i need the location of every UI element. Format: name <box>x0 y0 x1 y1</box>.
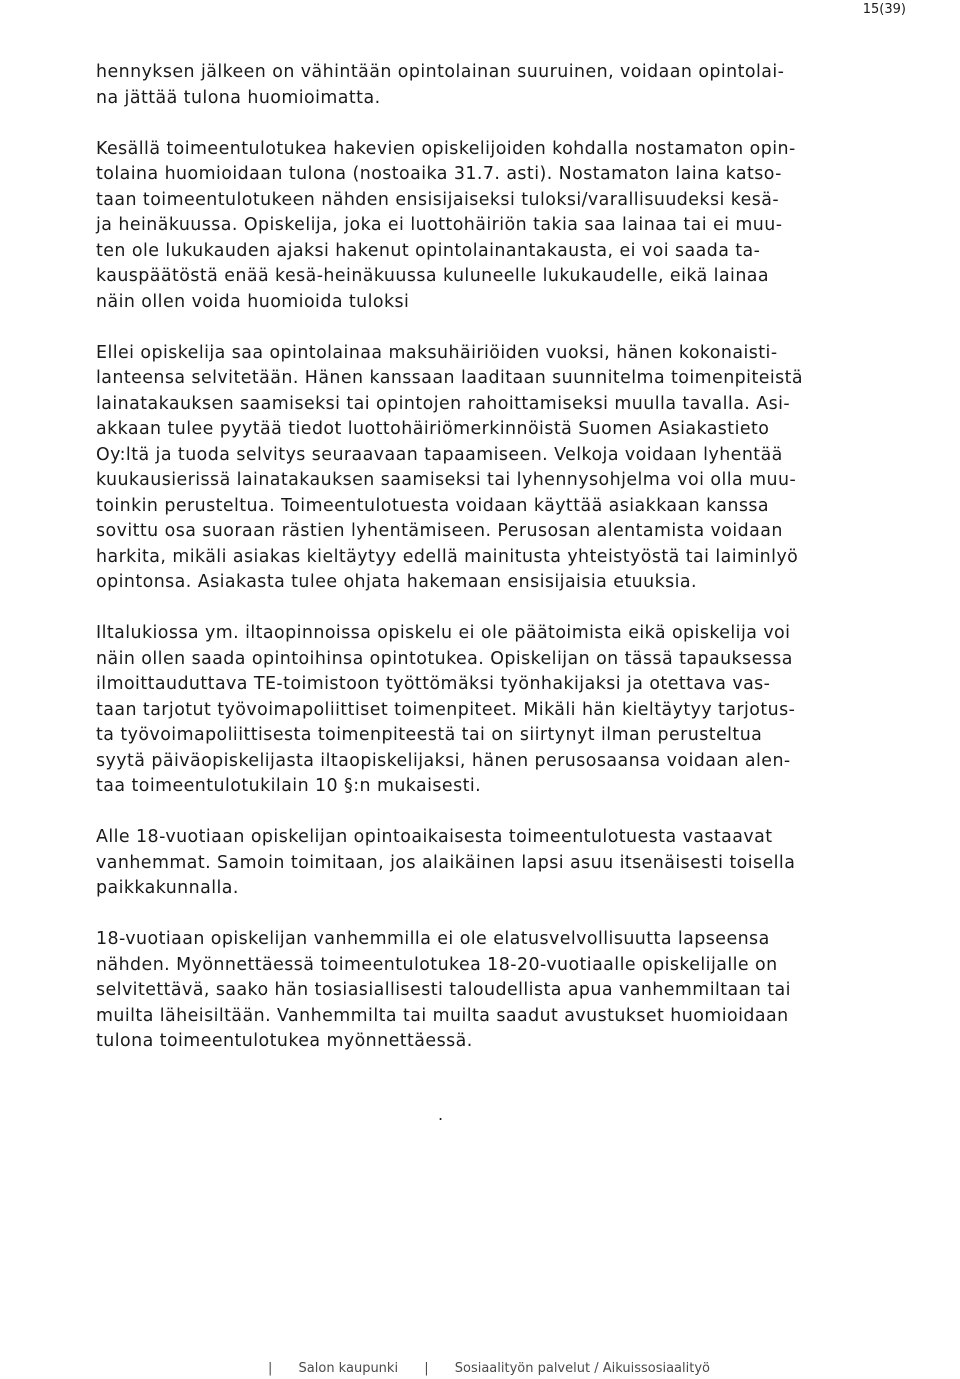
text-line: kauspäätöstä enää kesä-heinäkuussa kuluneelle lukukaudelle, eikä lainaa <box>96 266 770 286</box>
text-line: hennyksen jälkeen on vähintään opintolainan suuruinen, voidaan opintolai- <box>96 62 785 82</box>
text-line: ten ole lukukauden ajaksi hakenut opintolainantakausta, ei voi saada ta- <box>96 240 761 261</box>
footer-separator: | <box>268 1361 273 1376</box>
footer-separator: | <box>424 1361 429 1376</box>
text-line: Iltalukiossa ym. iltaopinnoissa opiskelu ei ole päätoimista eikä opiskelija voi <box>96 623 791 643</box>
text-line: paikkakunnalla. <box>96 878 239 898</box>
text-line: taan toimeentulotukeen nähden ensisijaiseksi tuloksi/varallisuudeksi kesä- <box>96 189 780 210</box>
text-line: toinkin perusteltua. Toimeentulotuesta voidaan käyttää asiakkaan kanssa <box>96 495 769 516</box>
text-line: lainatakauksen saamiseksi tai opintojen rahoittamiseksi muulla tavalla. Asi- <box>96 393 791 414</box>
paragraph-6 <box>96 927 904 1055</box>
paragraph-2 <box>96 137 904 316</box>
text-line: ja heinäkuussa. Opiskelija, joka ei luottohäiriön takia saa lainaa tai ei muu- <box>96 215 783 235</box>
text-line: sovittu osa suoraan rästien lyhentämiseen. Perusosan alentamista voidaan <box>96 521 783 541</box>
text-line: lanteensa selvitetään. Hänen kanssaan laaditaan suunnitelma toimenpiteistä <box>96 368 804 388</box>
text-line: Kesällä toimeentulotukea hakevien opiskelijoiden kohdalla nostamaton opin- <box>96 138 796 159</box>
text-line: syytä päiväopiskelijasta iltaopiskelijaksi, hänen perusosaansa voidaan alen- <box>96 750 791 771</box>
text-line: vanhemmat. Samoin toimitaan, jos alaikäinen lapsi asuu itsenäisesti toisella <box>96 852 796 873</box>
stray-period: . <box>438 1105 444 1124</box>
text-line: ilmoittauduttava TE-toimistoon työttömäksi työnhakijaksi ja otettava vas- <box>96 674 771 694</box>
text-line: kuukausierissä lainatakauksen saamiseksi tai lyhennysohjelma voi olla muu- <box>96 470 797 490</box>
text-line: Oy:ltä ja tuoda selvitys seuraavaan tapaamiseen. Velkoja voidaan lyhentää <box>96 444 783 465</box>
text-line: näin ollen saada opintoihinsa opintotukea. Opiskelijan on tässä tapauksessa <box>96 648 793 669</box>
paragraph-5 <box>96 825 904 902</box>
text-line: selvitettävä, saako hän tosiasiallisesti taloudellista apua vanhemmiltaan tai <box>96 980 791 1000</box>
text-line: harkita, mikäli asiakas kieltäytyy edellä mainitusta yhteistyöstä tai laiminlyö <box>96 546 799 567</box>
paragraph-1 <box>96 60 904 111</box>
footer-organization: Salon kaupunki <box>298 1361 399 1376</box>
text-line: 18-vuotiaan opiskelijan vanhemmilla ei ole elatusvelvollisuutta lapseensa <box>96 929 770 949</box>
text-line: taa toimeentulotukilain 10 §:n mukaisesti. <box>96 776 482 796</box>
page-footer <box>268 1361 710 1376</box>
text-line: Ellei opiskelija saa opintolainaa maksuhäiriöiden vuoksi, hänen kokonaisti- <box>96 342 778 363</box>
text-line: tulona toimeentulotukea myönnettäessä. <box>96 1031 473 1051</box>
text-line: akkaan tulee pyytää tiedot luottohäiriömerkinnöistä Suomen Asiakastieto <box>96 419 770 439</box>
text-line: opintonsa. Asiakasta tulee ohjata hakemaan ensisijaisia etuuksia. <box>96 572 697 592</box>
text-line: muilta läheisiltään. Vanhemmilta tai muilta saadut avustukset huomioidaan <box>96 1005 789 1026</box>
footer-department: Sosiaalityön palvelut / Aikuissosiaalityö <box>454 1361 710 1376</box>
text-line: näin ollen voida huomioida tuloksi <box>96 291 410 312</box>
document-body <box>96 60 904 1080</box>
paragraph-3 <box>96 341 904 596</box>
text-line: taan tarjotut työvoimapoliittiset toimenpiteet. Mikäli hän kieltäytyy tarjotus- <box>96 699 796 720</box>
text-line: Alle 18-vuotiaan opiskelijan opintoaikaisesta toimeentulotuesta vastaavat <box>96 827 773 847</box>
text-line: tolaina huomioidaan tulona (nostoaika 31.7. asti). Nostamaton laina katso- <box>96 164 782 184</box>
text-line: nähden. Myönnettäessä toimeentulotukea 18-20-vuotiaalle opiskelijalle on <box>96 954 778 975</box>
text-line: na jättää tulona huomioimatta. <box>96 87 381 108</box>
paragraph-4 <box>96 621 904 800</box>
text-line: ta työvoimapoliittisesta toimenpiteestä tai on siirtynyt ilman perusteltua <box>96 725 763 745</box>
page-number: 15(39) <box>862 2 906 17</box>
